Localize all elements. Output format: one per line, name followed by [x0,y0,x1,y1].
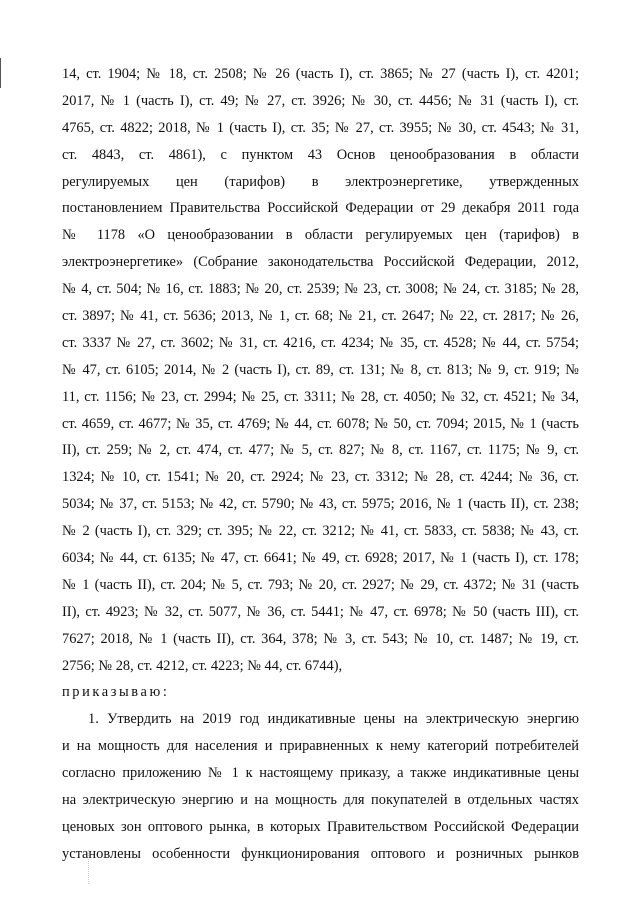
text-line: II), ст. 259; № 2, ст. 474, ст. 477; № 5, ст. 827; № 8, ст. 1167, ст. 1175; № 9, ст. [62,442,579,459]
item-1-line: установлены особенности функционирования оптового и розничных рынков [62,845,579,862]
text-line: электроэнергетике» (Собрание законодательства Российской Федерации, 2012, [62,254,579,271]
document-body [62,61,579,868]
text-line: № 1 (часть II), ст. 204; № 5, ст. 793; № 20, ст. 2927; № 29, ст. 4372; № 31 (часть [62,576,579,593]
text-line: регулируемых цен (тарифов) в электроэнергетике, утвержденных [62,173,579,190]
text-line: ст. 4659, ст. 4677; № 35, ст. 4769; № 44, ст. 6078; № 50, ст. 7094; 2015, № 1 (часть [62,415,579,432]
text-line: № 2 (часть I), ст. 329; ст. 395; № 22, ст. 3212; № 41, ст. 5833, ст. 5838; № 43, ст. [62,523,579,540]
item-1-line: согласно приложению № 1 к настоящему приказу, а также индикативные цены [62,765,579,782]
item-1-line: на электрическую энергию и на мощность для покупателей в отдельных частях [62,792,579,809]
item-1-line: 1. Утвердить на 2019 год индикативные цены на электрическую энергию [88,711,579,728]
text-line: 2756; № 28, ст. 4212, ст. 4223; № 44, ст. 6744), [62,657,343,674]
text-line: 6034; № 44, ст. 6135; № 47, ст. 6641; № 49, ст. 6928; 2017, № 1 (часть I), ст. 178; [62,550,579,567]
text-line: 7627; 2018, № 1 (часть II), ст. 364, 378; № 3, ст. 543; № 10, ст. 1487; № 19, ст. [62,630,579,647]
text-line: 2017, № 1 (часть I), ст. 49; № 27, ст. 3926; № 30, ст. 4456; № 31 (часть I), ст. [62,92,579,109]
text-line: 11, ст. 1156; № 23, ст. 2994; № 25, ст. 3311; № 28, ст. 4050; № 32, ст. 4521; № 34, [62,388,579,405]
text-line: № 4, ст. 504; № 16, ст. 1883; № 20, ст. 2539; № 23, ст. 3008; № 24, ст. 3185; № 28, [62,281,579,298]
scan-edge-mark [0,58,1,88]
text-line: 14, ст. 1904; № 18, ст. 2508; № 26 (часть I), ст. 3865; № 27 (часть I), ст. 4201; [62,66,579,82]
order-word: приказываю: [62,684,170,701]
scan-artifact [88,850,103,884]
text-line: ст. 3897; № 41, ст. 5636; 2013, № 1, ст. 68; № 21, ст. 2647; № 22, ст. 2817; № 26, [62,308,579,325]
item-1-line: и на мощность для населения и приравненных к нему категорий потребителей [62,738,579,755]
text-line: № 1178 «О ценообразовании в области регулируемых цен (тарифов) в [62,227,579,244]
text-line: 1324; № 10, ст. 1541; № 20, ст. 2924; № 23, ст. 3312; № 28, ст. 4244; № 36, ст. [62,469,579,486]
item-1-line: ценовых зон оптового рынка, в которых Правительством Российской Федерации [62,818,579,835]
text-line: 5034; № 37, ст. 5153; № 42, ст. 5790; № 43, ст. 5975; 2016, № 1 (часть II), ст. 238; [62,496,579,513]
text-line: ст. 4843, ст. 4861), с пунктом 43 Основ ценообразования в области [62,146,579,163]
text-line: постановлением Правительства Российской Федерации от 29 декабря 2011 года [62,200,579,217]
text-line: II), ст. 4923; № 32, ст. 5077, № 36, ст. 5441; № 47, ст. 6978; № 50 (часть III), ст. [62,603,579,620]
text-line: № 47, ст. 6105; 2014, № 2 (часть I), ст. 89, ст. 131; № 8, ст. 813; № 9, ст. 919; № [62,361,579,378]
text-line: 4765, ст. 4822; 2018, № 1 (часть I), ст. 35; № 27, ст. 3955; № 30, ст. 4543; № 31, [62,119,579,136]
text-line: ст. 3337 № 27, ст. 3602; № 31, ст. 4216, ст. 4234; № 35, ст. 4528; № 44, ст. 5754; [62,334,579,351]
